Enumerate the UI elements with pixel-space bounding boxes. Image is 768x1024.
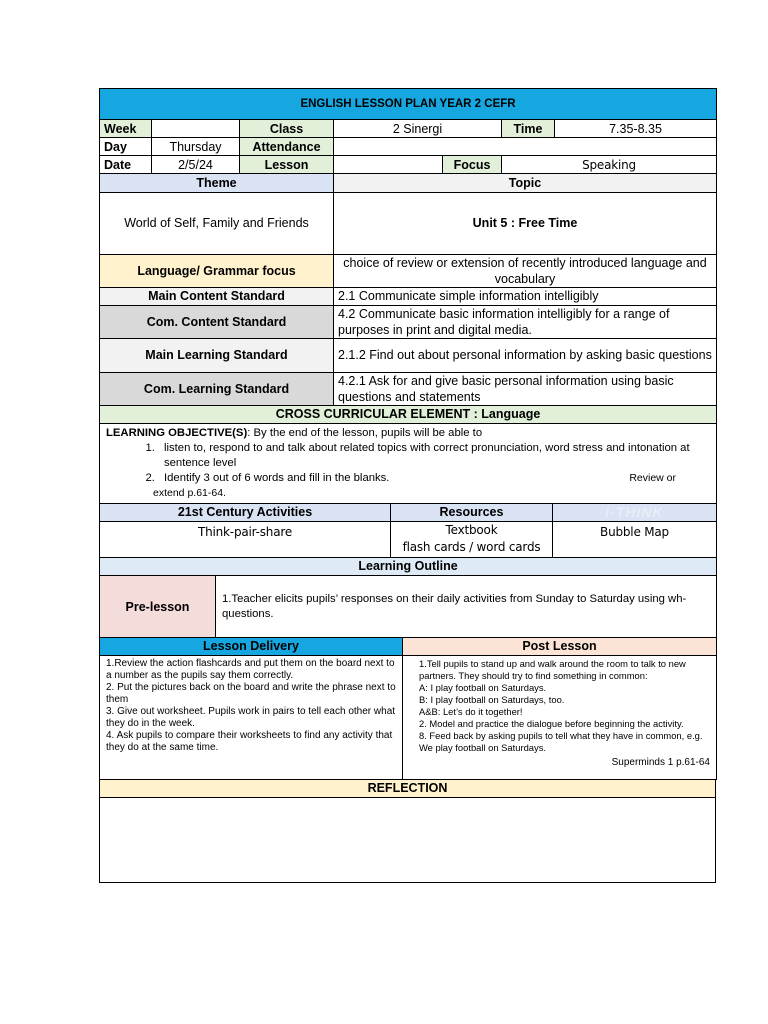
post-lesson-steps [403,655,717,779]
time-value[interactable]: 7.35-8.35 [555,120,717,138]
lesson-value[interactable] [334,156,443,174]
day-label: Day [100,138,152,156]
cross-curricular-heading: CROSS CURRICULAR ELEMENT : Language [100,405,717,423]
page-title: ENGLISH LESSON PLAN YEAR 2 CEFR [100,89,717,120]
objectives-heading: LEARNING OBJECTIVE(S) [106,426,248,439]
class-label: Class [240,120,334,138]
header-table [99,88,717,174]
topic-value: Unit 5 : Free Time [334,192,717,254]
theme-value: World of Self, Family and Friends [100,192,334,254]
focus-label: Focus [443,156,502,174]
objective-item: 1. listen to, respond to and talk about related topics with correct pronunciation, word stress and intonation at sentence level [158,441,710,471]
ithink-logo: i-THINK [605,503,664,520]
lesson-label: Lesson [240,156,334,174]
delivery-step: 4. Ask pupils to compare their worksheets to find any activity that they do at the same time. [106,729,393,753]
objective-item: 2. Identify 3 out of 6 words and fill in the blanks. Review or [158,471,710,486]
delivery-table [99,638,717,780]
ithink-value: Bubble Map [553,521,717,557]
attendance-label: Attendance [240,138,334,156]
reflection-heading: REFLECTION [100,780,716,798]
ithink-label [553,504,717,522]
post-lesson-line: A&B: Let’s do it together! [419,705,523,717]
com-learning-label: Com. Learning Standard [100,372,334,405]
date-label: Date [100,156,152,174]
language-focus-label: Language/ Grammar focus [100,254,334,287]
delivery-step: 1.Review the action flashcards and put them on the board next to a number as the pupils say them correctly. [106,657,395,681]
com-learning-value: 4.2.1 Ask for and give basic personal information using basic questions and statements [334,372,717,405]
reflection-table [99,780,716,884]
objectives-intro: : By the end of the lesson, pupils will be able to [247,426,483,439]
delivery-step: 2. Put the pictures back on the board and write the phrase next to them [106,681,396,705]
attendance-value[interactable] [334,138,717,156]
post-lesson-line: 1.Tell pupils to stand up and walk around the room to talk to new partners. They should try to find something in common: [419,657,686,681]
main-content-value: 2.1 Communicate simple information intelligibly [334,287,717,305]
pre-lesson-text: 1.Teacher elicits pupils’ responses on their daily activities from Sunday to Saturday using wh-questions. [216,576,717,638]
resources-value [391,521,553,557]
post-lesson-line: A: I play football on Saturdays. [419,681,547,693]
com-content-label: Com. Content Standard [100,305,334,338]
post-lesson-line: 8. Feed back by asking pupils to tell what they have in common, e.g. We play football on Saturdays. [419,729,703,753]
pre-lesson-label: Pre-lesson [100,576,216,638]
resource-textbook: Textbook [445,523,498,537]
learning-outline-heading: Learning Outline [100,558,717,576]
com-content-value: 4.2 Communicate basic information intelligibly for a range of purposes in print and digital media. [334,305,717,338]
focus-value[interactable]: Speaking [502,156,717,174]
activities-table [99,504,717,558]
century-activities-value: Think-pair-share [100,521,391,557]
week-value[interactable] [152,120,240,138]
post-lesson-line: B: I play football on Saturdays, too. [419,693,565,705]
main-learning-label: Main Learning Standard [100,338,334,372]
topic-label: Topic [334,174,717,192]
time-label: Time [502,120,555,138]
textbook-reference: Superminds 1 p.61-64 [611,756,710,768]
post-lesson-line: 2. Model and practice the dialogue before beginning the activity. [419,717,684,729]
resource-cards: flash cards / word cards [402,540,541,554]
standards-table [99,174,717,504]
main-content-label: Main Content Standard [100,287,334,305]
extend-note: extend p.61-64. [153,486,226,499]
lesson-plan [99,88,716,883]
date-value[interactable]: 2/5/24 [152,156,240,174]
language-focus-value: choice of review or extension of recently introduced language and vocabulary [334,254,717,287]
post-lesson-heading: Post Lesson [403,638,717,655]
resources-label: Resources [391,504,553,522]
lesson-delivery-steps [100,655,403,779]
theme-label: Theme [100,174,334,192]
century-activities-label: 21st Century Activities [100,504,391,522]
review-note: Review or [629,471,676,484]
learning-objectives [100,423,717,503]
reflection-box[interactable] [100,798,716,883]
main-learning-value: 2.1.2 Find out about personal information by asking basic questions [334,338,717,372]
day-value[interactable]: Thursday [152,138,240,156]
class-value[interactable]: 2 Sinergi [334,120,502,138]
week-label: Week [100,120,152,138]
delivery-step: 3. Give out worksheet. Pupils work in pairs to tell each other what they do in the week. [106,705,396,729]
lesson-delivery-heading: Lesson Delivery [100,638,403,655]
outline-table [99,558,717,639]
